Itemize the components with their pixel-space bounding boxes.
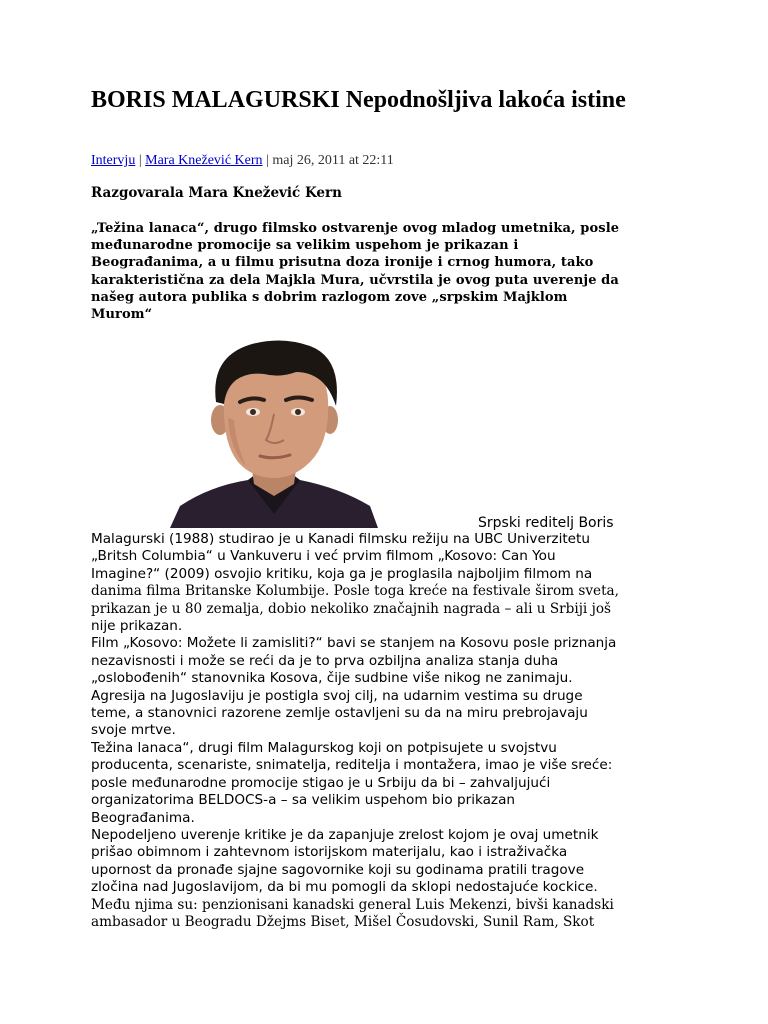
meta-separator: |: [138, 153, 142, 168]
body-line: zločina nad Jugoslavijom, da bi mu pomogli da sklopi nedostajuće kockice.: [91, 879, 598, 896]
body-line: nezavisnosti i može se reći da je to prva ozbiljna analiza stanja duha: [91, 652, 559, 669]
body-line: prišao obimnom i zahtevnom istorijskom materijalu, kao i istraživačka: [91, 844, 568, 861]
body-line: Film „Kosovo: Možete li zamisliti?“ bavi se stanjem na Kosovu posle priznanja: [91, 635, 617, 652]
lead-line: našeg autora publika s dobrim razlogom zove „srpskim Majklom: [91, 289, 568, 305]
body-line: Nepodeljeno uverenje kritike je da zapanjuje zrelost kojom je ovaj umetnik: [91, 826, 599, 843]
lead-line: Murom“: [91, 307, 153, 323]
body-line: prikazan je u 80 zemalja, dobio nekoliko značajnih nagrada – ali u Srbiji još: [91, 600, 611, 617]
portrait-photo: [170, 338, 378, 528]
body-line: teme, a stanovnici razorene zemlje ostavljeni su da na miru prebrojavaju: [91, 705, 588, 722]
body-line: Malagurski (1988) studirao je u Kanadi filmsku režiju na UBC Univerzitetu: [91, 531, 590, 547]
lead-line: međunarodne promocije sa velikim uspehom je prikazan i: [91, 238, 519, 254]
lead-line: „Težina lanaca“, drugo filmsko ostvarenje ovog mladog umetnika, posle: [91, 221, 620, 236]
body-line: posle međunarodne promocije stigao je u Srbiju da bi – zahvaljujući: [91, 774, 551, 791]
body-line: „Britsh Columbia“ u Vankuveru i već prvim filmom „Kosovo: Can You: [91, 548, 556, 565]
body-line: Imagine?“ (2009) osvojio kritiku, koja ga je proglasila najboljim filmom na: [91, 565, 593, 582]
article-meta: [91, 152, 691, 170]
body-line: Među njima su: penzionisani kanadski general Luis Mekenzi, bivši kanadski: [91, 896, 614, 913]
body-line: Agresija na Jugoslaviju je postigla svoj cilj, na udarnim vestima su druge: [91, 687, 583, 704]
author-link[interactable]: Mara Knežević Kern: [145, 153, 263, 168]
byline: Razgovarala Mara Knežević Kern: [91, 185, 342, 201]
meta-separator-2: |: [266, 153, 269, 168]
body-line: danima filma Britanske Kolumbije. Posle toga kreće na festivale širom sveta,: [91, 583, 619, 600]
lead-paragraph: [91, 220, 676, 323]
body-line: Beograđanima.: [91, 809, 195, 826]
caption-start: Srpski reditelj Boris: [478, 515, 614, 531]
body-line: „oslobođenih“ stanovnika Kosova, čije sudbine više nikog ne zanimaju.: [91, 670, 573, 687]
body-line: ambasador u Beogradu Džejms Biset, Mišel Čosudovski, Sunil Ram, Skot: [91, 913, 595, 930]
article-body: [91, 531, 691, 931]
category-link[interactable]: Intervju: [91, 153, 136, 168]
article-title: BORIS MALAGURSKI Nepodnošljiva lakoća istine: [91, 87, 626, 113]
body-line: producenta, scenariste, snimatelja, reditelja i montažera, imao je više sreće:: [91, 757, 613, 774]
lead-line: karakteristična za dela Majkla Mura, učvrstila je ovog puta uverenje da: [91, 272, 619, 288]
body-line: nije prikazan.: [91, 618, 183, 635]
body-line: svoje mrtve.: [91, 722, 176, 739]
body-line: upornost da pronađe sjajne sagovornike koji su godinama pratili tragove: [91, 861, 585, 878]
article-date: maj 26, 2011 at 22:11: [272, 153, 394, 168]
body-line: organizatorima BELDOCS-a – sa velikim uspehom bio prikazan: [91, 792, 516, 809]
lead-line: Beograđanima, a u filmu prisutna doza ironije i crnog humora, tako: [91, 255, 594, 271]
body-line: Težina lanaca“, drugi film Malagurskog koji on potpisujete u svojstvu: [91, 739, 557, 756]
